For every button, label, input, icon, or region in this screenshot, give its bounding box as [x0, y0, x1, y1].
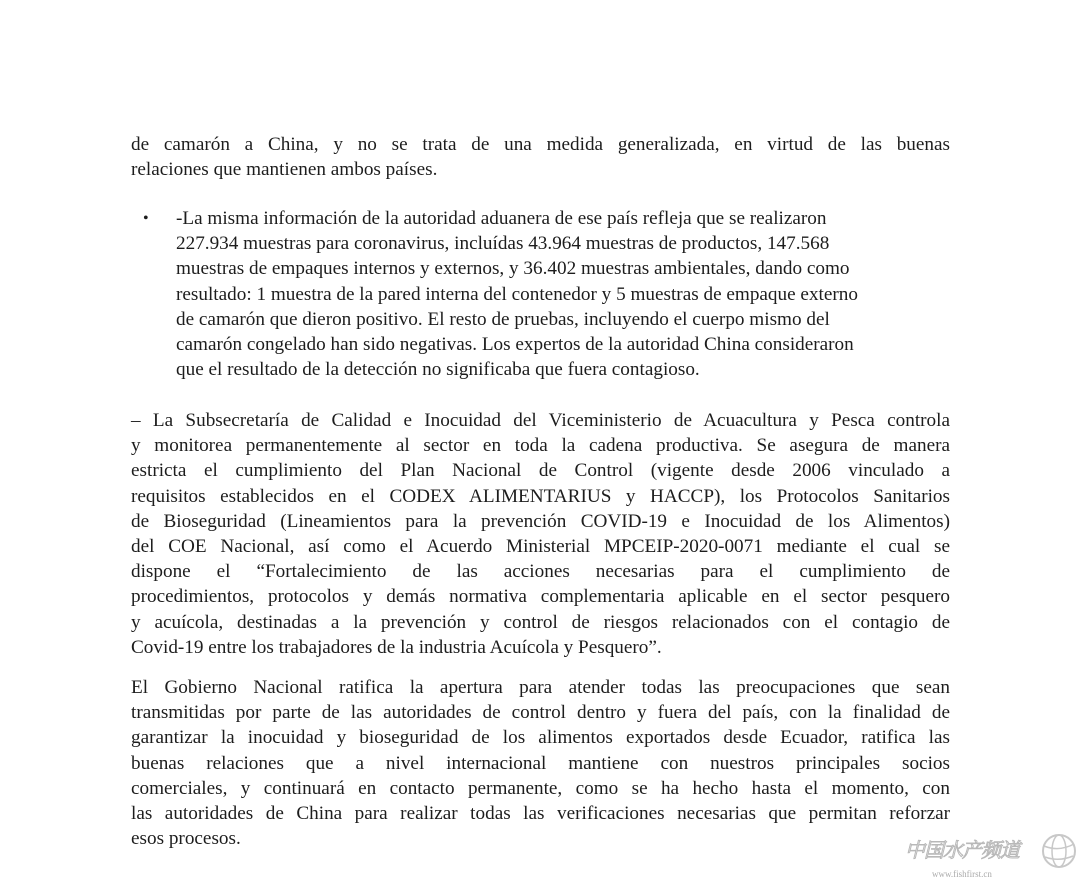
text-line: Covid-19 entre los trabajadores de la industria Acuícola y Pesquero”.: [131, 636, 662, 658]
text-line: muestras de empaques internos y externos, y 36.402 muestras ambientales, dando como: [176, 258, 850, 280]
text-line: las autoridades de China para realizar todas las verificaciones necesarias que permitan reforzar: [131, 802, 950, 824]
globe-icon: [1040, 832, 1078, 870]
text-line: de camarón que dieron positivo. El resto de pruebas, incluyendo el cuerpo mismo del: [176, 308, 830, 330]
text-line: transmitidas por parte de las autoridades de control dentro y fuera del país, con la finalidad de: [131, 702, 950, 724]
text-line: relaciones que mantienen ambos países.: [131, 159, 438, 181]
text-line: estricta el cumplimiento del Plan Nacional de Control (vigente desde 2006 vinculado a: [131, 460, 950, 482]
text-line: – La Subsecretaría de Calidad e Inocuidad del Viceministerio de Acuacultura y Pesca controla: [131, 410, 950, 431]
text-line: y monitorea permanentemente al sector en toda la cadena productiva. Se asegura de manera: [131, 435, 950, 457]
text-line: camarón congelado han sido negativas. Los expertos de la autoridad China consideraron: [176, 333, 854, 355]
text-line: -La misma información de la autoridad aduanera de ese país refleja que se realizaron: [176, 208, 827, 229]
text-line: El Gobierno Nacional ratifica la apertura para atender todas las preocupaciones que sean: [131, 677, 950, 698]
watermark-name: 中国水产频道: [905, 838, 1019, 862]
text-line: esos procesos.: [131, 828, 241, 850]
watermark-logo: [900, 832, 1080, 886]
text-line: procedimientos, protocolos y demás normativa complementaria aplicable en el sector pesquero: [131, 586, 950, 608]
paragraph-subsecretaria: [131, 408, 950, 660]
text-line: dispone el “Fortalecimiento de las acciones necesarias para el cumplimiento de: [131, 561, 950, 583]
text-line: y acuícola, destinadas a la prevención y control de riesgos relacionados con el contagio de: [131, 611, 950, 633]
watermark-url: www.fishfirst.cn: [932, 869, 992, 879]
text-line: requisitos establecidos en el CODEX ALIMENTARIUS y HACCP), los Protocolos Sanitarios: [131, 485, 950, 507]
text-line: garantizar la inocuidad y bioseguridad de los alimentos exportados desde Ecuador, ratifica las: [131, 727, 950, 749]
text-line: 227.934 muestras para coronavirus, incluídas 43.964 muestras de productos, 147.568: [176, 233, 830, 255]
text-line: comerciales, y continuará en contacto permanente, como se ha hecho hasta el momento, con: [131, 777, 950, 799]
text-line: de camarón a China, y no se trata de una medida generalizada, en virtud de las buenas: [131, 134, 950, 155]
bullet-marker: •: [143, 210, 149, 227]
paragraph-intro: [131, 132, 950, 182]
text-line: que el resultado de la detección no significaba que fuera contagioso.: [176, 359, 700, 381]
text-line: buenas relaciones que a nivel internacional mantiene con nuestros principales socios: [131, 752, 950, 774]
text-line: resultado: 1 muestra de la pared interna del contenedor y 5 muestras de empaque externo: [176, 283, 858, 305]
text-line: de Bioseguridad (Lineamientos para la prevención COVID-19 e Inocuidad de los Alimentos): [131, 510, 950, 532]
text-line: del COE Nacional, así como el Acuerdo Ministerial MPCEIP-2020-0071 mediante el cual se: [131, 535, 950, 557]
paragraph-bullet-samples: [176, 206, 976, 382]
paragraph-gobierno: [131, 675, 950, 851]
